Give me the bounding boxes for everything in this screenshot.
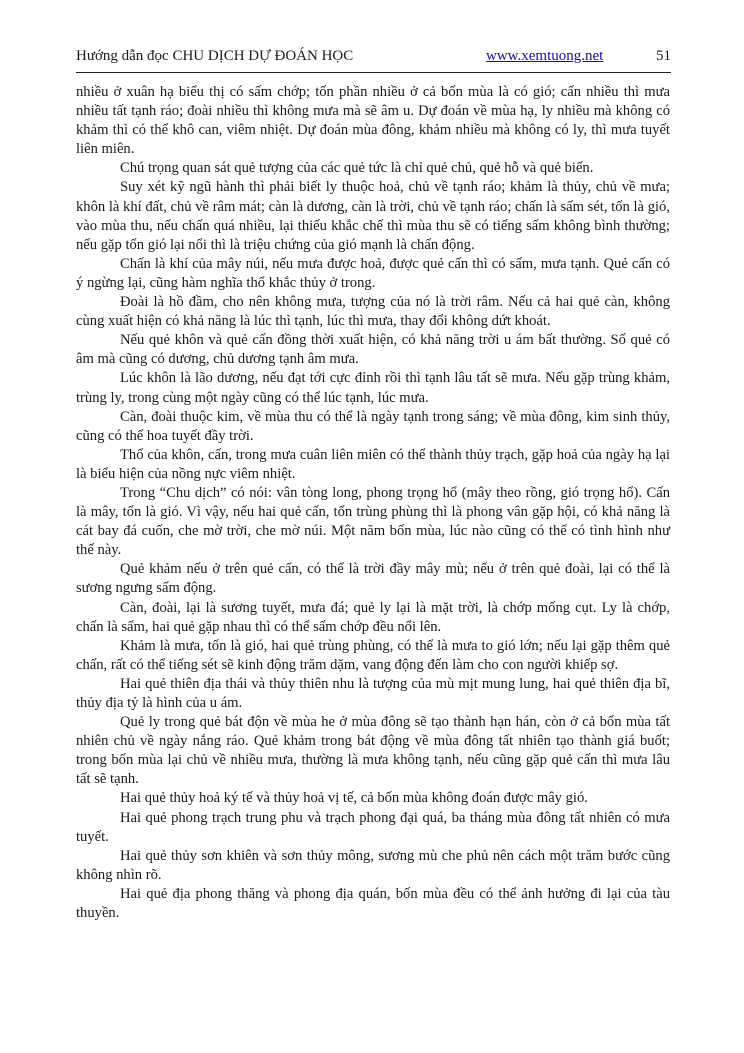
paragraph: Trong “Chu dịch” có nói: vân tòng long, phong trọng hổ (mây theo rồng, gió trọng hổ). Cấn là mây, tốn là gió. Vì vậy, nếu hai quẻ cấn, tốn trùng phùng thì là phong vân gặp hội, có khả năng là cát bay đá cuốn, che mờ trời, che mờ núi. Một năm bốn mùa, lúc nào cũng có thể có tình hình như thế này. [76, 484, 670, 559]
page-header [76, 44, 671, 73]
page-number: 51 [656, 48, 671, 64]
paragraph: Hai quẻ thủy hoả ký tế và thủy hoả vị tế, cả bốn mùa không đoán được mây gió. [120, 790, 588, 807]
paragraph: Nếu quẻ khôn và quẻ cấn đồng thời xuất hiện, có khả năng trời u ám bất thường. Số quẻ có âm mà cũng có dương, chủ dương tạnh âm mưa. [76, 332, 670, 368]
paragraph: Chú trọng quan sát quẻ tượng của các quẻ tức là chỉ quẻ chủ, quẻ hỗ và quẻ biến. [120, 160, 594, 177]
paragraph: Hai quẻ thiên địa thái và thủy thiên nhu là tượng của mù mịt mung lung, hai quẻ thiên địa bĩ, thủy địa tỷ là hình của u ám. [76, 675, 670, 711]
paragraph: Hai quẻ thủy sơn khiên và sơn thủy mông, sương mù che phủ nên cách một trăm bước cũng không nhìn rõ. [76, 847, 670, 883]
book-title: Hướng dẫn đọc CHU DỊCH DỰ ĐOÁN HỌC [76, 48, 354, 64]
paragraph: Quẻ khảm nếu ở trên quẻ cấn, có thể là trời đầy mây mù; nếu ở trên quẻ đoài, lại có thể là sương ngưng sấm động. [76, 561, 670, 597]
paragraph: Hai quẻ phong trạch trung phu và trạch phong đại quá, ba tháng mùa đông tất nhiên có mưa tuyết. [76, 809, 670, 845]
paragraph: nhiều ở xuân hạ biểu thị có sấm chớp; tốn phần nhiều ở cả bốn mùa là có gió; cấn nhiều thì mưa nhiều tất tạnh ráo; đoài nhiều thì không mưa mà sẽ âm u. Dự đoán về mùa hạ, ly nhiều mà không có khảm thì có thể khô can, viêm nhiệt. Dự đoán mùa đông, khảm nhiều mà không có ly, thì mưa tuyết liên miên. [76, 84, 670, 158]
paragraph: Thổ của khôn, cấn, trong mưa cuân liên miên có thể thành thủy trạch, gặp hoả của ngày hạ lại là biểu hiện của nồng nực viêm nhiệt. [76, 446, 670, 482]
body-text [76, 83, 670, 923]
paragraph: Đoài là hồ đầm, cho nên không mưa, tượng của nó là trời râm. Nếu cả hai quẻ càn, không cùng xuất hiện có khả năng là lúc thì tạnh, lúc thì mưa, thay đổi không dứt khoát. [76, 294, 670, 330]
website-link[interactable]: www.xemtuong.net [486, 48, 604, 64]
paragraph: Suy xét kỹ ngũ hành thì phải biết ly thuộc hoả, chủ về tạnh ráo; khảm là thủy, chủ về mưa; khôn là khí đất, chủ về râm mát; càn là dương, càn là trời, chủ về tạnh ráo; chấn là sấm sét, tốn là gió, vào mùa thu, nếu chấn quá nhiều, lại thiếu khắc chế thì mùa thu sẽ có tiếng sấm không bình thường; nếu gặp tốn gió lại nổi thì là triệu chứng của gió mạnh là chấn động. [76, 179, 670, 253]
paragraph: Hai quẻ địa phong thăng và phong địa quán, bốn mùa đều có thể ảnh hưởng đi lại của tàu thuyền. [76, 885, 670, 922]
paragraph: Càn, đoài, lại là sương tuyết, mưa đá; quẻ ly lại là mặt trời, là chớp mống cụt. Ly là chớp, chấn là sấm, hai quẻ gặp nhau thì có thể sấm chớp đều nổi lên. [76, 599, 670, 635]
paragraph: Quẻ ly trong quẻ bát độn về mùa he ở mùa đông sẽ tạo thành hạn hán, còn ở cả bốn mùa tất nhiên chủ về ngày nắng ráo. Quẻ khảm trong bát động về mùa đông tất nhiên tạo thành giá buốt; trong bốn mùa lại chủ về nhiều mưa, thường là mưa không tạnh, nếu cũng gặp quẻ cấn thì mưa lâu tất sẽ tạnh. [76, 714, 670, 788]
paragraph: Khảm là mưa, tốn là gió, hai quẻ trùng phùng, có thể là mưa to gió lớn; nếu lại gặp thêm quẻ chấn, rất có thể tiếng sét sẽ kinh động trăm dặm, vang động đến làm cho con người khiếp sợ. [76, 637, 670, 673]
paragraph: Lúc khôn là lão dương, nếu đạt tới cực đỉnh rồi thì tạnh lâu tất sẽ mưa. Nếu gặp trùng khảm, trùng ly, trong cùng một ngày cũng có thể lúc tạnh, lúc mưa. [76, 370, 670, 406]
paragraph: Càn, đoài thuộc kim, về mùa thu có thể là ngày tạnh trong sáng; về mùa đông, kim sinh thủy, cũng có thể hoa tuyết đầy trời. [76, 408, 670, 444]
paragraph: Chấn là khí của mây núi, nếu mưa được hoả, được quẻ cấn thì có sấm, mưa tạnh. Quẻ cấn có ý ngừng lại, cũng hàm nghĩa thổ khắc thủy ở trong. [76, 255, 670, 291]
